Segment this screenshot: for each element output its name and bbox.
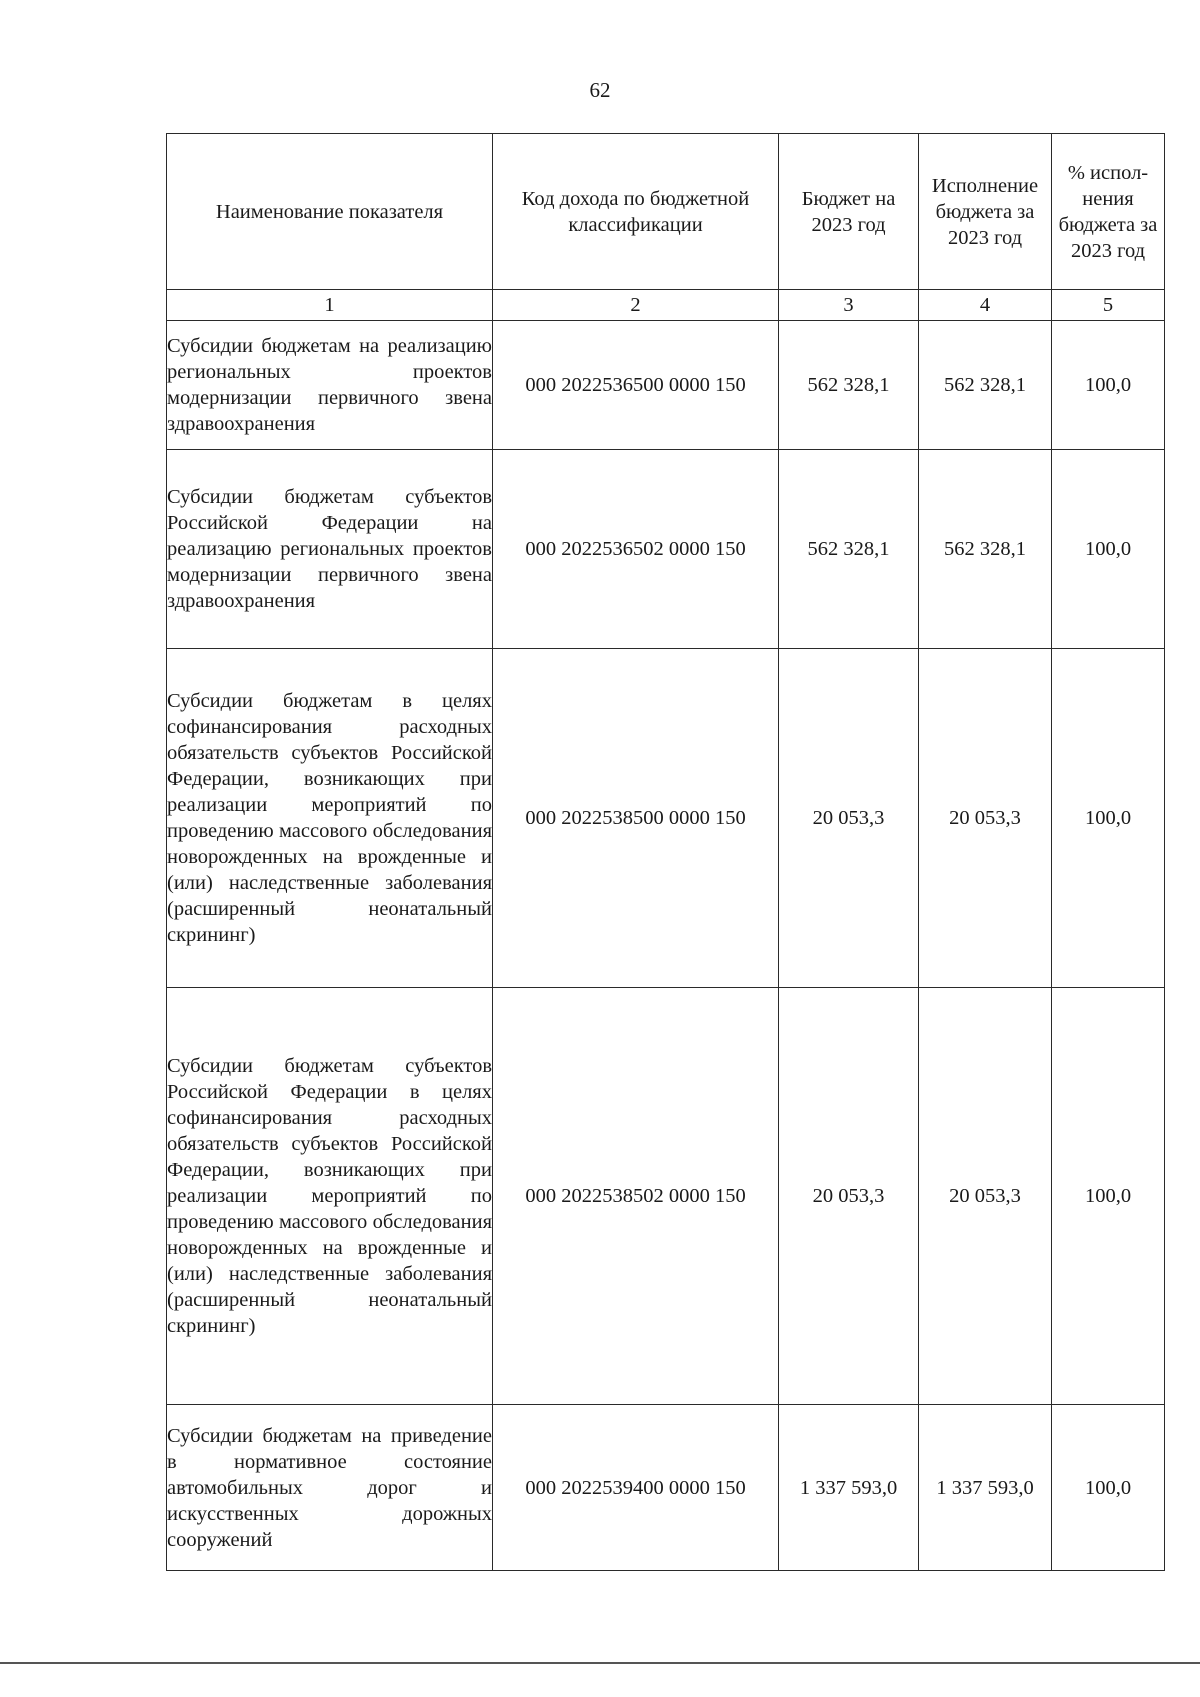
header-indicator-name: Наименование показателя (167, 134, 493, 290)
indicator-name: Субсидии бюджетам на приведение в нормативное состояние автомобильных дорог и искусственных дорожных сооружений (167, 1405, 493, 1571)
indicator-name: Субсидии бюджетам субъектов Российской Федерации в целях софинансирования расходных обязательств субъектов Российской Федерации, возникающих при реализации мероприятий по проведению массового обследования новорожденных на врожденные и (или) наследственные заболевания (расширенный неонатальный скрининг) (167, 988, 493, 1405)
column-number: 2 (493, 290, 779, 321)
column-number: 1 (167, 290, 493, 321)
execution-value: 20 053,3 (919, 988, 1052, 1405)
income-code: 000 2022536502 0000 150 (493, 450, 779, 649)
page-number: 62 (589, 78, 611, 102)
budget-value: 20 053,3 (779, 649, 919, 988)
income-code: 000 2022536500 0000 150 (493, 321, 779, 450)
execution-value: 562 328,1 (919, 450, 1052, 649)
execution-percent: 100,0 (1052, 1405, 1165, 1571)
execution-percent: 100,0 (1052, 321, 1165, 450)
header-budget-2023: Бюджет на 2023 год (779, 134, 919, 290)
table-row (167, 1405, 1165, 1571)
indicator-name: Субсидии бюджетам на реализацию региональных проектов модернизации первичного звена здравоохранения (167, 321, 493, 450)
header-execution-2023: Исполнение бюджета за 2023 год (919, 134, 1052, 290)
budget-execution-table (166, 133, 1165, 1571)
execution-value: 1 337 593,0 (919, 1405, 1052, 1571)
table-row (167, 649, 1165, 988)
execution-value: 20 053,3 (919, 649, 1052, 988)
income-code: 000 2022539400 0000 150 (493, 1405, 779, 1571)
header-income-code: Код дохода по бюджетной классификации (493, 134, 779, 290)
execution-value: 562 328,1 (919, 321, 1052, 450)
indicator-name: Субсидии бюджетам субъектов Российской Федерации на реализацию региональных проектов модернизации первичного звена здравоохранения (167, 450, 493, 649)
column-number-row (167, 290, 1165, 321)
column-number: 4 (919, 290, 1052, 321)
budget-value: 562 328,1 (779, 321, 919, 450)
execution-percent: 100,0 (1052, 649, 1165, 988)
execution-percent: 100,0 (1052, 988, 1165, 1405)
indicator-name: Субсидии бюджетам в целях софинансирования расходных обязательств субъектов Российской Федерации, возникающих при реализации мероприятий по проведению массового обследования новорожденных на врожденные и (или) наследственные заболевания (расширенный неонатальный скрининг) (167, 649, 493, 988)
column-number: 5 (1052, 290, 1165, 321)
income-code: 000 2022538502 0000 150 (493, 988, 779, 1405)
income-code: 000 2022538500 0000 150 (493, 649, 779, 988)
header-execution-percent: % испол-нения бюджета за 2023 год (1052, 134, 1165, 290)
table-row (167, 450, 1165, 649)
budget-value: 20 053,3 (779, 988, 919, 1405)
column-number: 3 (779, 290, 919, 321)
bottom-rule (0, 1662, 1200, 1664)
table-header-row (167, 134, 1165, 290)
execution-percent: 100,0 (1052, 450, 1165, 649)
table-row (167, 321, 1165, 450)
table-row (167, 988, 1165, 1405)
budget-value: 562 328,1 (779, 450, 919, 649)
budget-value: 1 337 593,0 (779, 1405, 919, 1571)
